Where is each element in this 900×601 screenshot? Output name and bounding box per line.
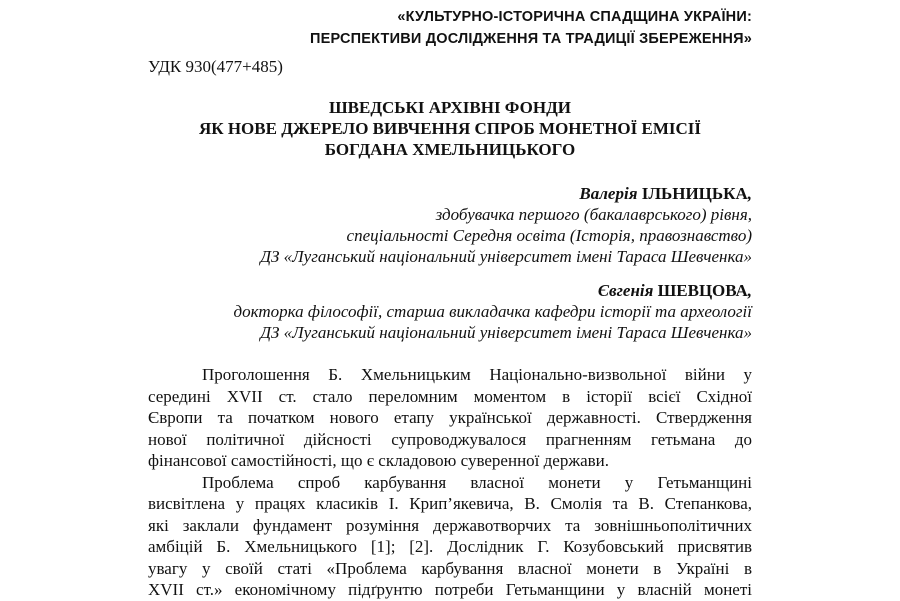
article-title — [0, 97, 900, 160]
author-affiliation-line: спеціальності Середня освіта (Історія, правознавство) — [346, 226, 752, 245]
author-affiliation-line: ДЗ «Луганський національний університет імені Тараса Шевченка» — [260, 323, 752, 342]
udk-code: УДК 930(477+485) — [148, 57, 283, 76]
body-line: Проблема спроб карбування власної монети у Гетьманщині — [202, 472, 752, 492]
conference-header — [310, 6, 752, 50]
title-line-1: ШВЕДСЬКІ АРХІВНІ ФОНДИ — [328, 98, 571, 117]
author-affiliation-line: здобувачка першого (бакалаврського) рівня, — [435, 205, 752, 224]
author-surname: ШЕВЦОВА — [657, 281, 748, 300]
paragraph-1 — [148, 364, 752, 472]
article-body — [148, 364, 752, 601]
author-first-name: Валерія — [579, 184, 642, 203]
body-line: висвітлена у працях класиків І. Крип’якевича, В. Смолія та В. Степанкова, — [148, 494, 752, 513]
body-line: XVII ст.» економічному підґрунтю потреби Гетьманщини у власній монеті — [148, 580, 752, 599]
author-name-suffix: , — [747, 184, 752, 203]
body-line: фінансової самостійності, що є складовою суверенної держави. — [148, 451, 610, 470]
author-first-name: Євгенія — [597, 281, 658, 300]
author-affiliation-line: докторка філософії, старша викладачка кафедри історії та археології — [233, 302, 752, 321]
author-name — [260, 183, 752, 204]
body-line: Європи та початком нового етапу української державності. Ствердження — [148, 408, 752, 427]
author-block-2 — [234, 280, 752, 343]
title-line-2: ЯК НОВЕ ДЖЕРЕЛО ВИВЧЕННЯ СПРОБ МОНЕТНОЇ ЕМІСІЇ — [198, 119, 702, 138]
author-surname: ІЛЬНИЦЬКА — [641, 184, 748, 203]
paragraph-2 — [148, 472, 752, 601]
author-affiliation-line: ДЗ «Луганський національний університет імені Тараса Шевченка» — [260, 247, 752, 266]
header-line-1: «КУЛЬТУРНО-ІСТОРИЧНА СПАДЩИНА УКРАЇНИ: — [397, 9, 752, 25]
body-line: які заклали фундамент розуміння державотворчих та зовнішньополітичних — [148, 515, 752, 535]
title-line-3: БОГДАНА ХМЕЛЬНИЦЬКОГО — [324, 140, 576, 159]
body-line: Проголошення Б. Хмельницьким Національно-визвольної війни у — [202, 365, 752, 384]
author-name-suffix: , — [747, 281, 752, 300]
author-block-1 — [260, 183, 752, 267]
body-line: нової політичної дійсності супроводжувалося прагненням гетьмана до — [148, 429, 752, 449]
body-line: середині XVII ст. стало переломним моментом в історії всієї Східної — [148, 386, 752, 406]
body-line: амбіцій Б. Хмельницького [1]; [2]. Дослідник Г. Козубовський присвятив — [148, 537, 752, 556]
author-name — [234, 280, 752, 301]
body-line: увагу у своїй статі «Проблема карбування власної монети в Україні в — [148, 558, 752, 578]
header-line-2: ПЕРСПЕКТИВИ ДОСЛІДЖЕННЯ ТА ТРАДИЦІЇ ЗБЕРЕЖЕННЯ» — [309, 31, 752, 47]
